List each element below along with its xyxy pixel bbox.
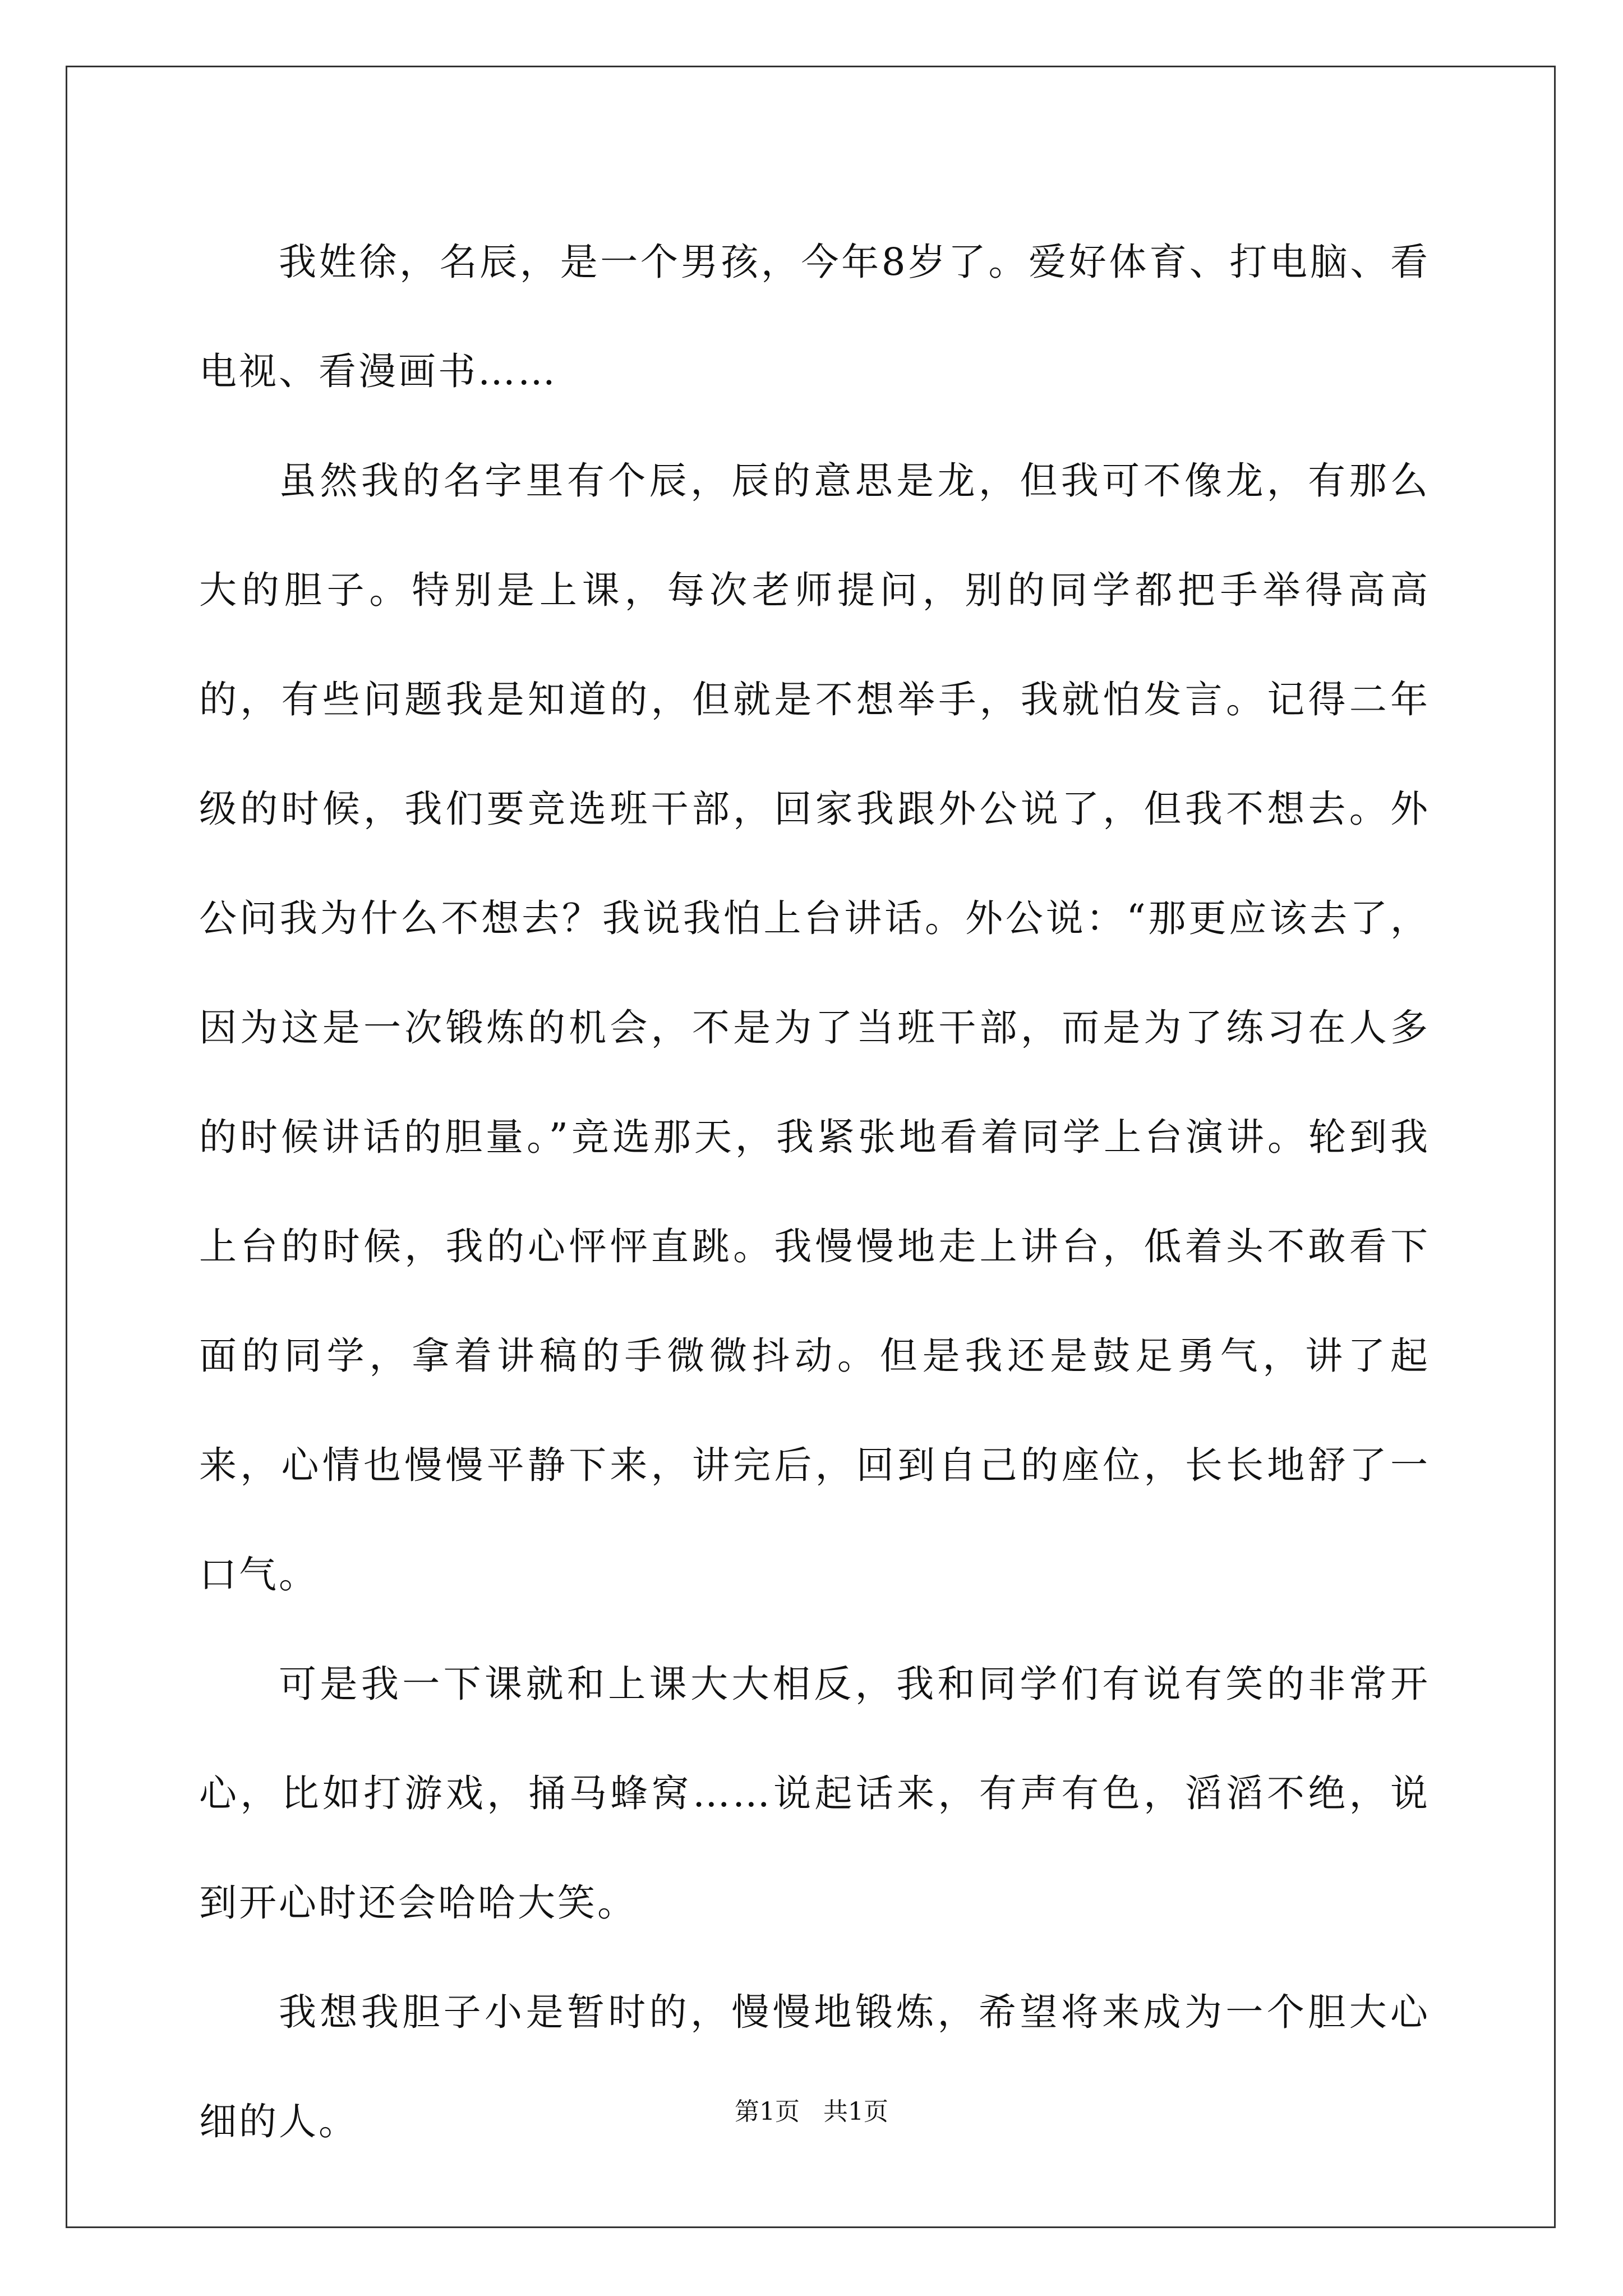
paragraph-after-class: 可是我一下课就和上课大大相反，我和同学们有说有笑的非常开心，比如打游戏，捅马蜂窝……说起话来，有声有色，滔滔不绝，说到开心时还会哈哈大笑。: [199, 1662, 1430, 1925]
paragraph-intro: 我姓徐，名辰，是一个男孩，今年8岁了。爱好体育、打电脑、看电视、看漫画书……: [199, 240, 1430, 393]
paragraph-conclusion: 我想我胆子小是暂时的，慢慢地锻炼，希望将来成为一个胆大心细的人。: [199, 1990, 1430, 2143]
document-body: [199, 208, 1430, 2177]
page-number-total: 共1页: [823, 2097, 888, 2126]
page-number-current: 第1页: [735, 2097, 800, 2126]
page-footer: [0, 2095, 1623, 2129]
paragraph-election-story: 虽然我的名字里有个辰，辰的意思是龙，但我可不像龙，有那么大的胆子。特别是上课，每次老师提问，别的同学都把手举得高高的，有些问题我是知道的，但就是不想举手，我就怕发言。记得二年级的时候，我们要竞选班干部，回家我跟外公说了，但我不想去。外公问我为什么不想去？我说我怕上台讲话。外公说：“那更应该去了，因为这是一次锻炼的机会，不是为了当班干部，而是为了练习在人多的时候讲话的胆量。”竞选那天，我紧张地看着同学上台演讲。轮到我上台的时候，我的心怦怦直跳。我慢慢地走上讲台，低着头不敢看下面的同学，拿着讲稿的手微微抖动。但是我还是鼓足勇气，讲了起来，心情也慢慢平静下来，讲完后，回到自己的座位，长长地舒了一口气。: [199, 459, 1430, 1596]
